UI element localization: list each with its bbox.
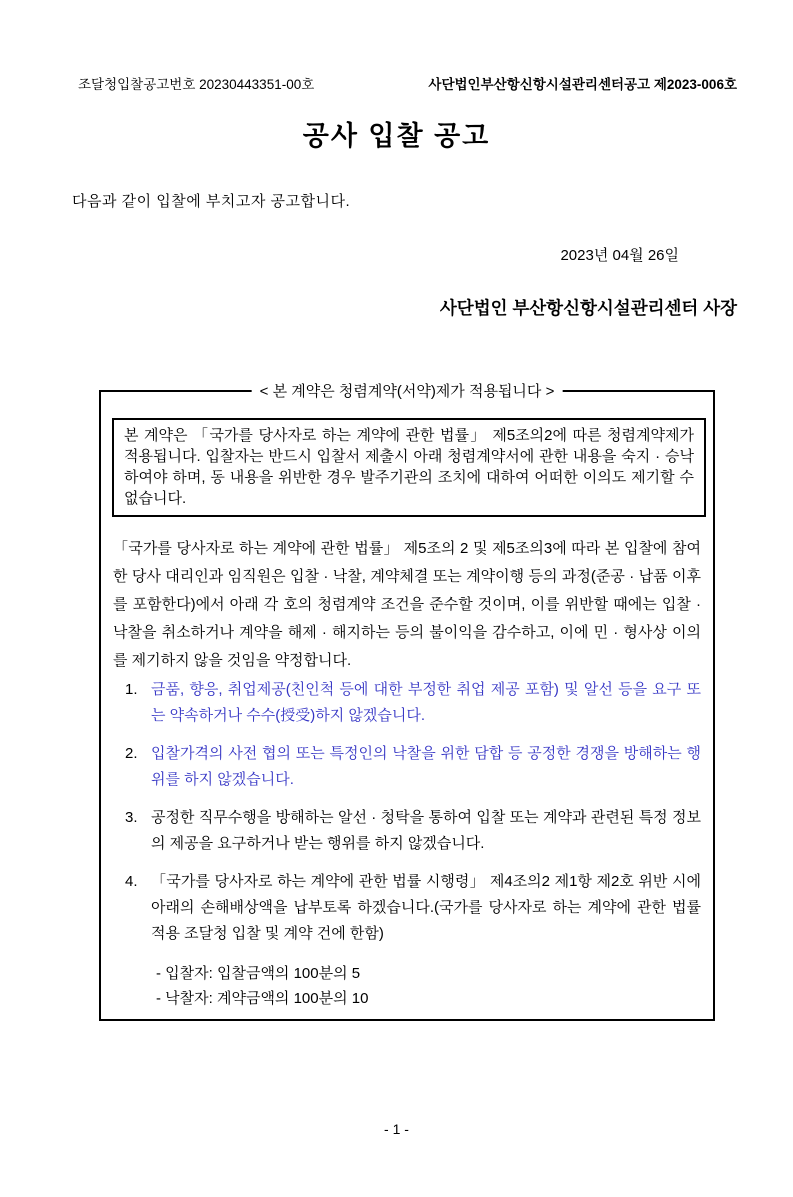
page-number: - 1 - [384, 1121, 409, 1137]
pledge-item-text: 입찰가격의 사전 협의 또는 특정인의 낙찰을 위한 담합 등 공정한 경쟁을 방해하는 행위를 하지 않겠습니다. [151, 745, 701, 788]
pledge-item [125, 805, 701, 857]
damages-line: - 입찰자: 입찰금액의 100분의 5 [156, 965, 361, 982]
pledge-item [125, 677, 701, 729]
damages-line: - 낙찰자: 계약금액의 100분의 10 [156, 990, 369, 1007]
pledge-paragraph: 「국가를 당사자로 하는 계약에 관한 법률」 제5조의 2 및 제5조의3에 따라 본 입찰에 참여한 당사 대리인과 임직원은 입찰 · 낙찰, 계약체결 또는 계약이행 등의 과정(준공 · 납품 이후를 포함한다)에서 아래 각 호의 청렴계약 조건을 준수할 것이며, 이를 위반할 때에는 입찰 · 낙찰을 취소하거나 계약을 해제 · 해지하는 등의 불이익을 감수하고, 이에 민 · 형사상 이의를 제기하지 않을 것임을 약정합니다. [113, 540, 701, 669]
procurement-notice-number: 조달청입찰공고번호 20230443351-00호 [78, 77, 315, 92]
integrity-notice-box: 본 계약은 「국가를 당사자로 하는 계약에 관한 법률」 제5조의2에 따른 청렴계약제가 적용됩니다. 입찰자는 반드시 입찰서 제출시 아래 청렴계약서에 관한 내용을 숙지 · 승낙하여야 하며, 동 내용을 위반한 경우 발주기관의 조치에 대하여 어떠한 이의도 제기할 수 없습니다. [112, 418, 706, 517]
pledge-item-number: 4. [125, 873, 138, 890]
pledge-item [125, 869, 701, 947]
pledge-item-number: 2. [125, 745, 138, 762]
integrity-box-header: < 본 계약은 청렴계약(서약)제가 적용됩니다 > [252, 382, 563, 402]
pledge-list [125, 677, 701, 947]
announcement-date: 2023년 04월 26일 [560, 247, 679, 264]
document-header-row [0, 76, 793, 94]
bid-announcement-page [0, 76, 793, 1197]
intro-sentence: 다음과 같이 입찰에 부치고자 공고합니다. [72, 193, 351, 210]
pledge-item-text: 공정한 직무수행을 방해하는 알선 · 청탁을 통하여 입찰 또는 계약과 관련된 특정 정보의 제공을 요구하거나 받는 행위를 하지 않겠습니다. [151, 809, 701, 852]
pledge-item-text: 「국가를 당사자로 하는 계약에 관한 법률 시행령」 제4조의2 제1항 제2호 위반 시에 아래의 손해배상액을 납부토록 하겠습니다.(국가를 당사자로 하는 계약에 관한 법률 적용 조달청 입찰 및 계약 건에 한함) [151, 873, 701, 942]
pledge-item-number: 1. [125, 681, 138, 698]
pledge-item-text: 금품, 향응, 취업제공(친인척 등에 대한 부정한 취업 제공 포함) 및 알선 등을 요구 또는 약속하거나 수수(授受)하지 않겠습니다. [151, 681, 701, 724]
pledge-item [125, 741, 701, 793]
organization-notice-number: 사단법인부산항신항시설관리센터공고 제2023-006호 [428, 77, 737, 92]
signer-name: 사단법인 부산항신항시설관리센터 사장 [439, 298, 737, 318]
page-title: 공사 입찰 공고 [302, 121, 491, 151]
integrity-contract-box [99, 383, 715, 1021]
pledge-item-number: 3. [125, 809, 138, 826]
damages-list [156, 961, 713, 1011]
